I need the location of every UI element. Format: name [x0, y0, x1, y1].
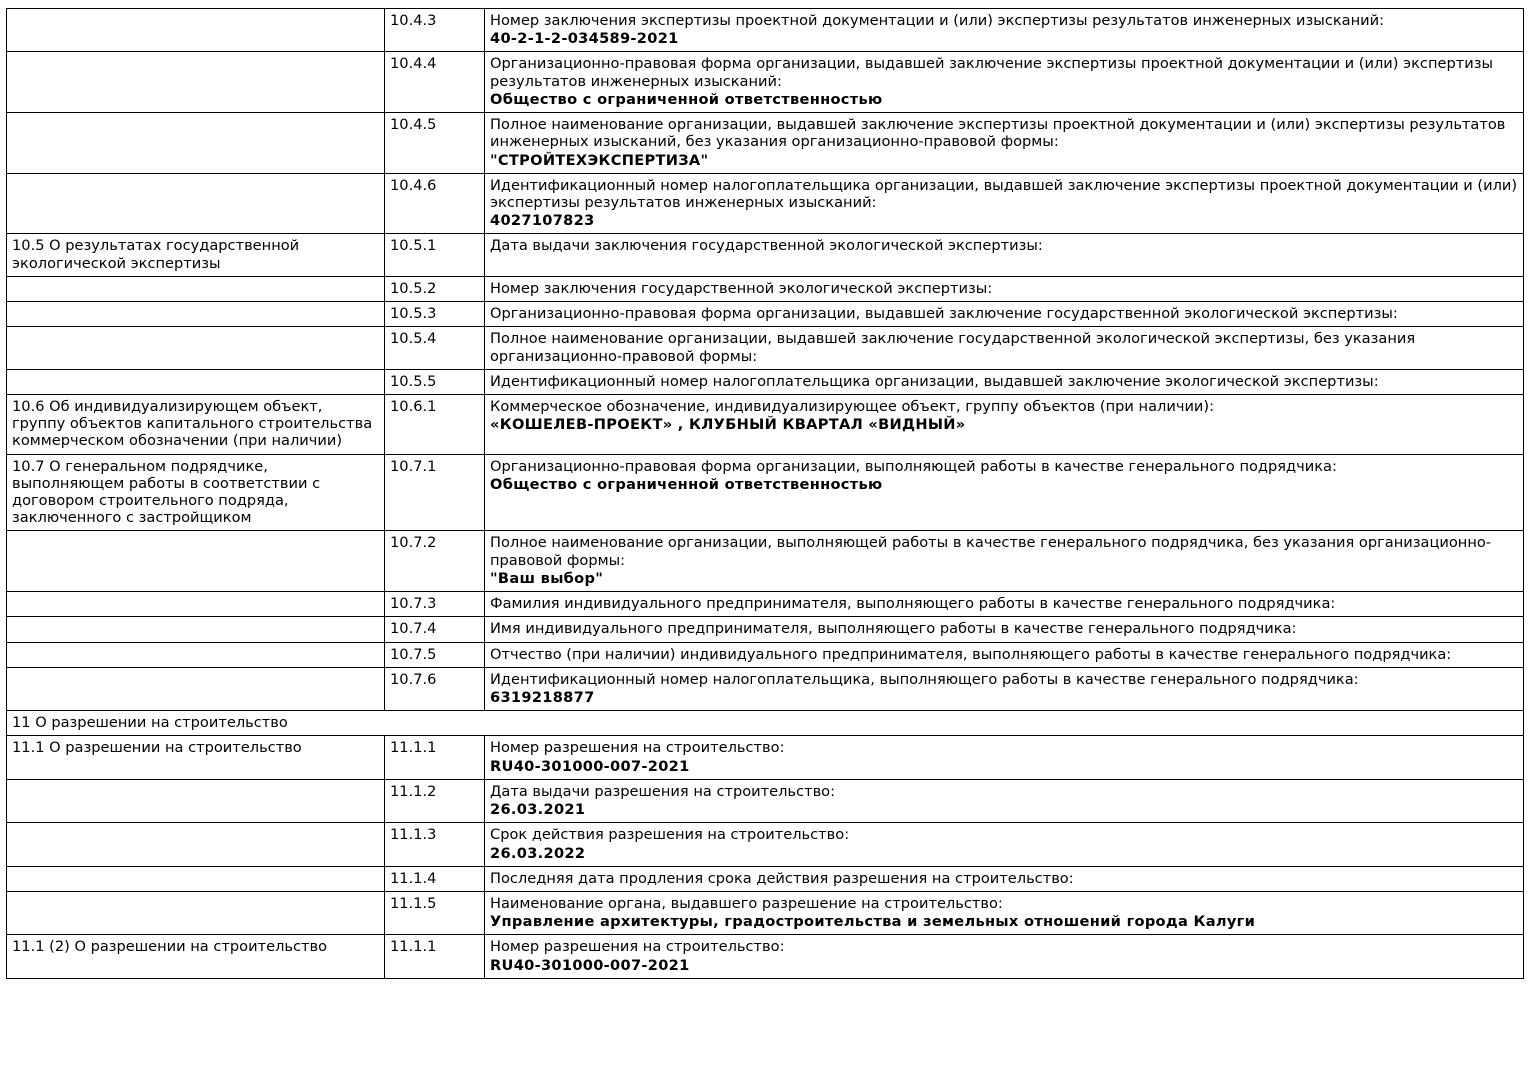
table-row: [7, 736, 1524, 779]
item-code: 10.4.5: [390, 116, 437, 134]
section-heading-cell: [7, 711, 1524, 736]
table-row: [7, 52, 1524, 113]
item-code: 11.1.1: [390, 938, 437, 956]
item-code: 11.1.3: [390, 826, 437, 844]
item-content-cell: [485, 823, 1524, 866]
table-row: [7, 9, 1524, 52]
item-code: 10.7.2: [390, 534, 437, 552]
item-value: Управление архитектуры, градостроительства и земельных отношений города Калуги: [490, 913, 1256, 931]
section-cell: [7, 327, 385, 369]
table-row: [7, 369, 1524, 394]
item-label: Идентификационный номер налогоплательщика организации, выдавшей заключение экологической экспертизы:: [490, 372, 1379, 390]
item-content-cell: [485, 531, 1524, 592]
item-content-cell: [485, 276, 1524, 301]
item-label: Последняя дата продления срока действия разрешения на строительство:: [490, 869, 1074, 887]
item-label: Дата выдачи заключения государственной экологической экспертизы:: [490, 237, 1043, 255]
item-label: Организационно-правовая форма организации, выполняющей работы в качестве генерального подрядчика:: [490, 457, 1337, 475]
item-code: 10.5.5: [390, 372, 437, 390]
item-content-cell: [485, 866, 1524, 891]
item-value: Общество с ограниченной ответственностью: [490, 475, 883, 493]
section-cell: [7, 531, 385, 592]
item-code-cell: [385, 327, 485, 369]
item-value: 26.03.2021: [490, 801, 586, 819]
item-code: 10.4.3: [390, 12, 437, 29]
table-body: [7, 9, 1524, 979]
table-row: [7, 711, 1524, 736]
table-row: [7, 823, 1524, 866]
section-cell: [7, 617, 385, 642]
section-cell: [7, 736, 385, 779]
item-value: "СТРОЙТЕХЭКСПЕРТИЗА": [490, 151, 709, 169]
section-cell: [7, 9, 385, 52]
item-content-cell: [485, 302, 1524, 327]
item-code-cell: [385, 779, 485, 822]
item-content-cell: [485, 891, 1524, 934]
item-content-cell: [485, 592, 1524, 617]
item-label: Номер разрешения на строительство:: [490, 938, 785, 956]
item-code: 10.5.3: [390, 305, 437, 323]
item-content-cell: [485, 113, 1524, 174]
item-value: Общество с ограниченной ответственностью: [490, 90, 883, 108]
item-code: 10.5.2: [390, 279, 437, 297]
item-code: 11.1.4: [390, 869, 437, 887]
item-label: Полное наименование организации, выдавшей заключение государственной экологической экспертизы, без указания организационно-правовой формы:: [490, 330, 1416, 365]
item-code-cell: [385, 866, 485, 891]
item-label: Идентификационный номер налогоплательщика организации, выдавшей заключение экспертизы проектной документации и (или) экспертизы результатов инженерных изысканий:: [490, 176, 1518, 211]
item-code: 10.7.5: [390, 645, 437, 663]
item-value: RU40-301000-007-2021: [490, 757, 690, 775]
table-row: [7, 667, 1524, 710]
item-code: 10.5.1: [390, 237, 437, 255]
item-label: Организационно-правовая форма организации, выдавшей заключение экспертизы проектной документации и (или) экспертизы результатов инженерных изысканий:: [490, 55, 1494, 90]
item-label: Номер разрешения на строительство:: [490, 739, 785, 757]
item-code-cell: [385, 592, 485, 617]
item-code-cell: [385, 642, 485, 667]
item-code-cell: [385, 302, 485, 327]
item-label: Полное наименование организации, выдавшей заключение экспертизы проектной документации и (или) экспертизы результатов инженерных изысканий, без указания организационно-правовой формы:: [490, 116, 1506, 151]
item-content-cell: [485, 667, 1524, 710]
item-code-cell: [385, 617, 485, 642]
item-content-cell: [485, 617, 1524, 642]
item-code-cell: [385, 454, 485, 531]
item-value: RU40-301000-007-2021: [490, 956, 690, 974]
item-content-cell: [485, 736, 1524, 779]
section-cell: [7, 667, 385, 710]
section-label: 10.6 Об индивидуализирующем объект, группу объектов капитального строительства коммерческом обозначении (при наличии): [12, 397, 373, 450]
item-code-cell: [385, 935, 485, 978]
item-code: 10.7.4: [390, 620, 437, 638]
item-code: 10.6.1: [390, 397, 437, 415]
item-value: 4027107823: [490, 212, 595, 230]
item-code: 10.4.6: [390, 176, 437, 194]
item-content-cell: [485, 327, 1524, 369]
item-code: 10.7.1: [390, 457, 437, 475]
item-code-cell: [385, 113, 485, 174]
item-label: Имя индивидуального предпринимателя, выполняющего работы в качестве генерального подрядчика:: [490, 620, 1297, 638]
item-content-cell: [485, 935, 1524, 978]
section-cell: [7, 173, 385, 234]
item-label: Полное наименование организации, выполняющей работы в качестве генерального подрядчика, без указания организационно-правовой формы:: [490, 534, 1492, 569]
item-code: 10.4.4: [390, 55, 437, 73]
table-row: [7, 327, 1524, 369]
declaration-table: [6, 8, 1524, 979]
item-content-cell: [485, 369, 1524, 394]
item-label: Организационно-правовая форма организации, выдавшей заключение государственной экологической экспертизы:: [490, 305, 1398, 323]
item-content-cell: [485, 394, 1524, 454]
item-code-cell: [385, 52, 485, 113]
item-content-cell: [485, 52, 1524, 113]
item-content-cell: [485, 234, 1524, 276]
item-code: 10.5.4: [390, 330, 437, 348]
item-label: Фамилия индивидуального предпринимателя, выполняющего работы в качестве генерального подрядчика:: [490, 595, 1336, 613]
section-cell: [7, 234, 385, 276]
section-label: 11.1 (2) О разрешении на строительство: [12, 938, 328, 956]
item-code-cell: [385, 736, 485, 779]
section-label: 11.1 О разрешении на строительство: [12, 739, 302, 757]
section-cell: [7, 369, 385, 394]
section-cell: [7, 113, 385, 174]
table-row: [7, 394, 1524, 454]
table-row: [7, 866, 1524, 891]
table-row: [7, 891, 1524, 934]
table-row: [7, 454, 1524, 531]
item-value: 6319218877: [490, 689, 595, 706]
section-label: 10.7 О генеральном подрядчике, выполняющем работы в соответствии с договором строительного подряда, заключенного с застройщиком: [12, 457, 321, 527]
item-code-cell: [385, 276, 485, 301]
item-code-cell: [385, 667, 485, 710]
table-row: [7, 173, 1524, 234]
item-label: Наименование органа, выдавшего разрешение на строительство:: [490, 894, 1003, 912]
item-content-cell: [485, 779, 1524, 822]
item-label: Идентификационный номер налогоплательщика, выполняющего работы в качестве генерального подрядчика:: [490, 670, 1359, 688]
section-label: 10.5 О результатах государственной экологической экспертизы: [12, 237, 300, 272]
table-row: [7, 935, 1524, 978]
section-cell: [7, 642, 385, 667]
item-label: Номер заключения экспертизы проектной документации и (или) экспертизы результатов инженерных изысканий:: [490, 12, 1385, 29]
section-cell: [7, 52, 385, 113]
section-cell: [7, 935, 385, 978]
item-code: 11.1.1: [390, 739, 437, 757]
item-content-cell: [485, 173, 1524, 234]
item-code-cell: [385, 394, 485, 454]
table-row: [7, 617, 1524, 642]
item-content-cell: [485, 9, 1524, 52]
section-cell: [7, 779, 385, 822]
item-code-cell: [385, 234, 485, 276]
item-label: Срок действия разрешения на строительство:: [490, 826, 850, 844]
item-code-cell: [385, 173, 485, 234]
item-code-cell: [385, 823, 485, 866]
item-value: "Ваш выбор": [490, 569, 604, 587]
item-label: Номер заключения государственной экологической экспертизы:: [490, 279, 993, 297]
section-cell: [7, 276, 385, 301]
table-row: [7, 642, 1524, 667]
item-label: Отчество (при наличии) индивидуального предпринимателя, выполняющего работы в качестве генерального подрядчика:: [490, 645, 1452, 663]
item-code: 10.7.6: [390, 670, 437, 688]
item-value: «КОШЕЛЕВ-ПРОЕКТ» , КЛУБНЫЙ КВАРТАЛ «ВИДНЫЙ»: [490, 416, 966, 434]
item-code-cell: [385, 369, 485, 394]
item-value: 26.03.2022: [490, 844, 586, 862]
section-cell: [7, 454, 385, 531]
section-cell: [7, 891, 385, 934]
item-code: 11.1.2: [390, 782, 437, 800]
table-row: [7, 276, 1524, 301]
item-label: Коммерческое обозначение, индивидуализирующее объект, группу объектов (при наличии):: [490, 397, 1215, 415]
table-row: [7, 302, 1524, 327]
item-code: 11.1.5: [390, 894, 437, 912]
section-heading-text: 11 О разрешении на строительство: [12, 714, 288, 732]
table-row: [7, 234, 1524, 276]
item-content-cell: [485, 454, 1524, 531]
item-label: Дата выдачи разрешения на строительство:: [490, 782, 836, 800]
section-cell: [7, 592, 385, 617]
section-cell: [7, 302, 385, 327]
table-row: [7, 113, 1524, 174]
item-code-cell: [385, 531, 485, 592]
item-code: 10.7.3: [390, 595, 437, 613]
table-row: [7, 531, 1524, 592]
section-cell: [7, 823, 385, 866]
section-cell: [7, 394, 385, 454]
table-row: [7, 779, 1524, 822]
item-value: 40-2-1-2-034589-2021: [490, 30, 679, 48]
item-code-cell: [385, 891, 485, 934]
item-code-cell: [385, 9, 485, 52]
item-content-cell: [485, 642, 1524, 667]
table-row: [7, 592, 1524, 617]
section-cell: [7, 866, 385, 891]
